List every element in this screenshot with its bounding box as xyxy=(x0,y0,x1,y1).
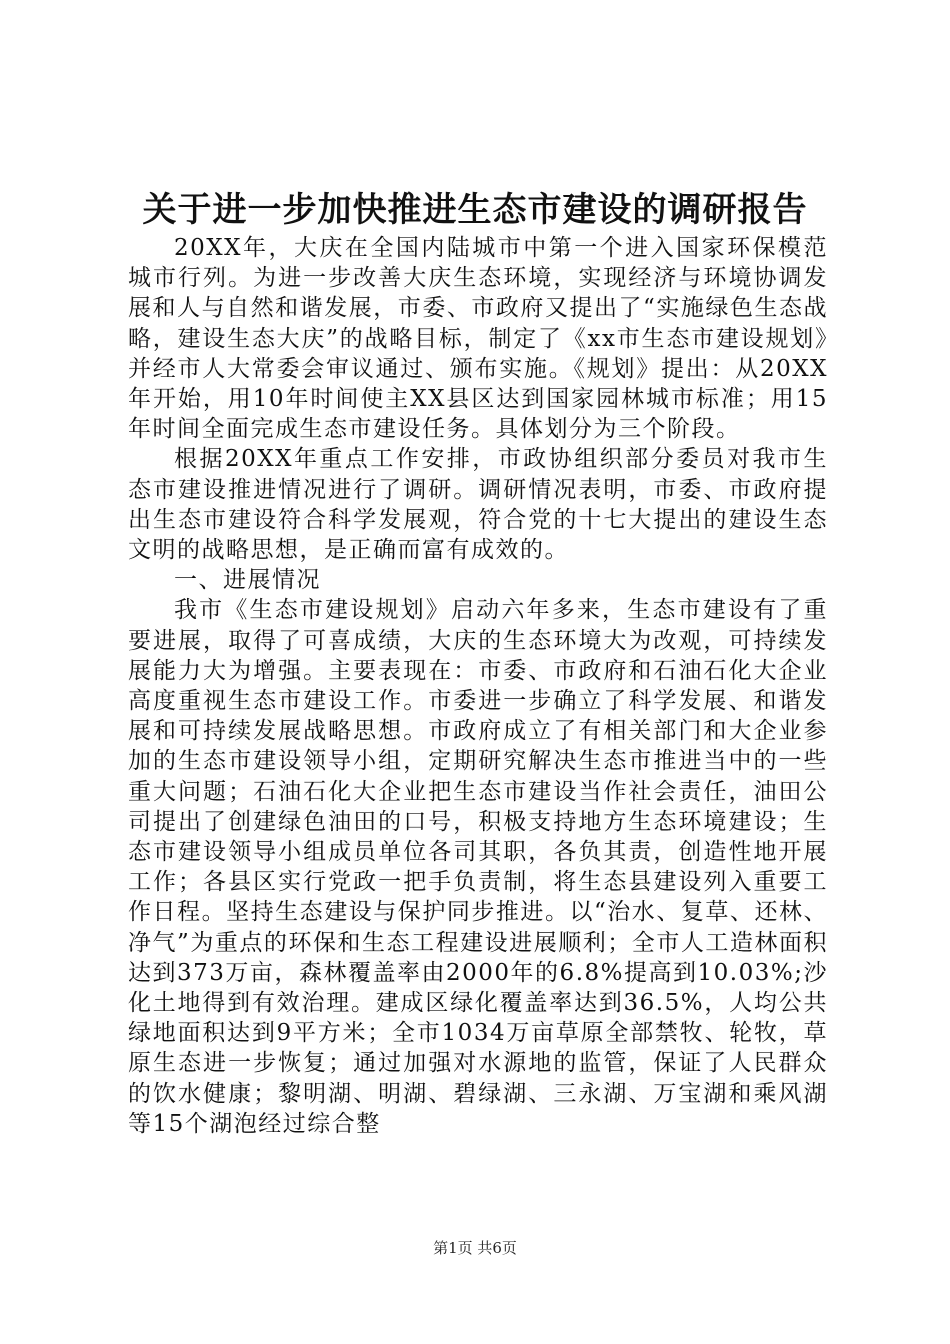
paragraph-intro: 20XX年，大庆在全国内陆城市中第一个进入国家环保模范城市行列。为进一步改善大庆生态环境，实现经济与环境协调发展和人与自然和谐发展，市委、市政府又提出了“实施绿色生态战略，建设生态大庆”的战略目标，制定了《xx市生态市建设规划》并经市人大常委会审议通过、颁布实施。《规划》提出：从20XX年开始，用10年时间使主XX县区达到国家园林城市标准；用15年时间全面完成生态市建设任务。具体划分为三个阶段。 xyxy=(128,235,828,443)
document-title: 关于进一步加快推进生态市建设的调研报告 xyxy=(142,190,808,230)
paragraph-investigation: 根据20XX年重点工作安排，市政协组织部分委员对我市生态市建设推进情况进行了调研。调研情况表明，市委、市政府提出生态市建设符合科学发展观，符合党的十七大提出的建设生态文明的战略思想，是正确而富有成效的。 xyxy=(128,446,828,564)
page-footer: 第1页 共6页 xyxy=(433,1239,517,1257)
paragraph-progress: 我市《生态市建设规划》启动六年多来，生态市建设有了重要进展，取得了可喜成绩，大庆的生态环境大为改观，可持续发展能力大为增强。主要表现在：市委、市政府和石油石化大企业高度重视生态市建设工作。市委进一步确立了科学发展、和谐发展和可持续发展战略思想。市政府成立了有相关部门和大企业参加的生态市建设领导小组，定期研究解决生态市推进当中的一些重大问题；石油石化大企业把生态市建设当作社会责任，油田公司提出了创建绿色油田的口号，积极支持地方生态环境建设；生态市建设领导小组成员单位各司其职，各负其责，创造性地开展工作；各县区实行党政一把手负责制，将生态县建设列入重要工作日程。坚持生态建设与保护同步推进。以“治水、复草、还林、净气”为重点的环保和生态工程建设进展顺利；全市人工造林面积达到373万亩，森林覆盖率由2000年的6.8%提高到10.03%;沙化土地得到有效治理。建成区绿化覆盖率达到36.5%，人均公共绿地面积达到9平方米；全市1034万亩草原全部禁牧、轮牧，草原生态进一步恢复；通过加强对水源地的监管，保证了人民群众的饮水健康；黎明湖、明湖、碧绿湖、三永湖、万宝湖和乘风湖等15个湖泡经过综合整 xyxy=(128,597,828,1137)
section-heading-progress: 一、进展情况 xyxy=(174,567,321,594)
document-body xyxy=(128,233,828,1139)
